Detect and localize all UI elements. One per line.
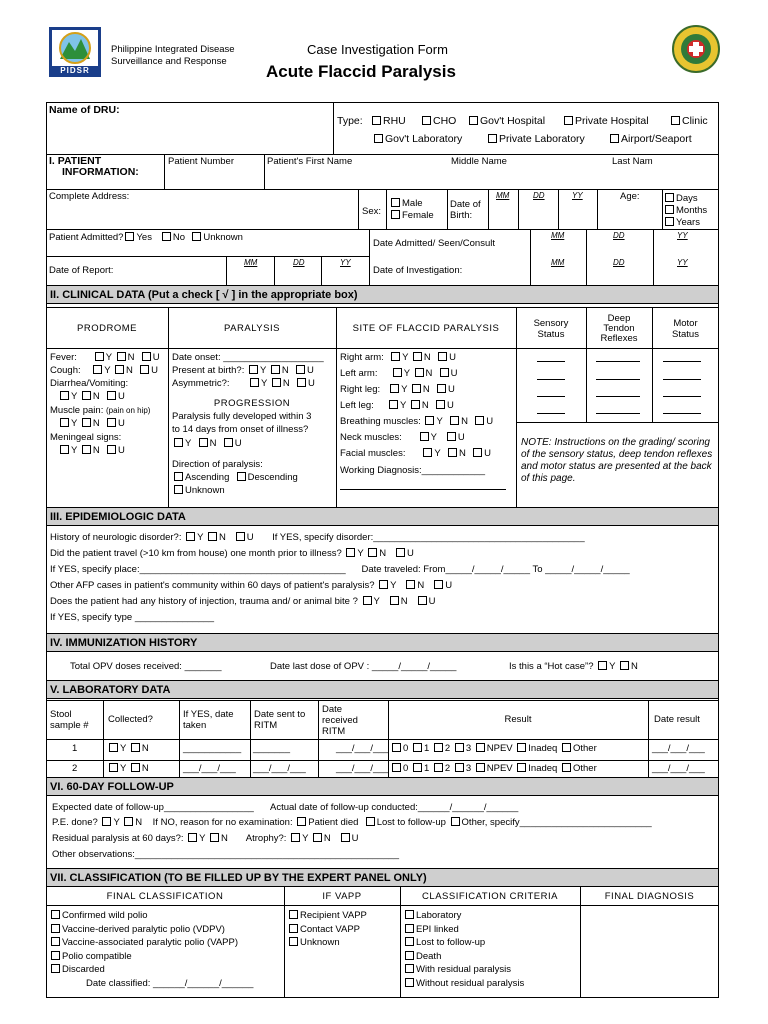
left-leg-row[interactable]: Left leg: Y N U <box>340 400 454 411</box>
paralysis-dev-options[interactable]: Y N U <box>172 438 242 449</box>
epi-afp-row[interactable]: Other AFP cases in patient's community within 60 days of patient's paralysis? Y N U <box>50 580 453 591</box>
pidsr-logo <box>49 27 101 77</box>
admitted-yes-checkbox[interactable] <box>125 232 134 241</box>
criteria-without-residual[interactable]: Without residual paralysis <box>403 978 524 989</box>
criteria-laboratory[interactable]: Laboratory <box>403 910 461 921</box>
lab-h-ifyes-2: taken <box>183 720 207 731</box>
direction-label: Direction of paralysis: <box>172 459 263 470</box>
col-prodrome: PRODROME <box>77 323 137 334</box>
col-sensory-2: Status <box>537 329 565 340</box>
first-name-label: Patient's First Name <box>267 156 353 167</box>
age-label: Age: <box>620 191 640 202</box>
lab-h-stool: Stool <box>50 709 72 720</box>
patient-number-label: Patient Number <box>168 156 235 167</box>
epi-type-row[interactable]: If YES, specify type _______________ <box>50 612 215 623</box>
criteria-lost[interactable]: Lost to follow-up <box>403 937 485 948</box>
admitted-no-checkbox[interactable] <box>162 232 171 241</box>
dru-type-label: Type: <box>337 115 363 127</box>
age-months-option[interactable]: Months <box>663 205 707 216</box>
clinical-section-header: II. CLINICAL DATA (Put a check [ √ ] in the appropriate box) <box>46 285 719 304</box>
lab-h-received-3: RITM <box>322 726 346 737</box>
patient-section-label: I. PATIENT <box>49 155 102 167</box>
date-onset[interactable]: Date onset: ___________________ <box>172 352 324 363</box>
admitted-unknown-checkbox[interactable] <box>192 232 201 241</box>
dob-mm: MM <box>496 191 510 200</box>
sex-male-option[interactable]: Male <box>389 198 423 209</box>
col-motor: Motor <box>673 318 698 329</box>
vapp-unknown[interactable]: Unknown <box>287 937 340 948</box>
dru-name-label: Name of DRU: <box>49 104 120 116</box>
paralysis-dev-line1: Paralysis fully developed within 3 <box>172 411 312 422</box>
lab-row-2[interactable]: 2 Y N ___/___/___ ___/___/___ ___/___/___ 0 1 2 3 NPEV Inadeq Other ___/___/___ <box>72 763 705 774</box>
followup-section-header: VI. 60-DAY FOLLOW-UP <box>46 777 719 796</box>
doh-seal-icon <box>672 25 720 73</box>
followup-residual-row[interactable]: Residual paralysis at 60 days?: Y N Atrophy?: Y N U <box>52 833 359 844</box>
dob-yy: YY <box>572 191 583 200</box>
muscle-pain-options[interactable]: Y N U <box>58 418 125 429</box>
col-dtr-3: Reflexes <box>600 333 638 344</box>
lab-row-1[interactable]: 1 Y N ___________ _______ ___/___/___ 0 1 2 3 NPEV Inadeq Other ___/___/___ <box>72 743 705 754</box>
doh-seal <box>672 25 720 73</box>
progression-label: PROGRESSION <box>213 398 291 409</box>
lab-h-result: Result <box>504 714 532 725</box>
col-paralysis: PARALYSIS <box>224 323 280 334</box>
class-h-vapp: IF VAPP <box>322 891 362 902</box>
date-investigation-label: Date of Investigation: <box>373 265 463 276</box>
working-diagnosis[interactable]: Working Diagnosis:____________ <box>340 465 486 476</box>
asymmetric-row[interactable]: Asymmetric?: Y N U <box>172 378 315 389</box>
invest-yy: YY <box>677 258 688 267</box>
epi-section-header: III. EPIDEMIOLOGIC DATA <box>46 507 719 526</box>
form-title: Case Investigation Form <box>307 42 448 57</box>
dru-type-rhu[interactable]: RHU <box>370 116 406 127</box>
dru-type-airport[interactable]: Airport/Seaport <box>608 134 692 145</box>
final-vapp[interactable]: Vaccine-associated paralytic polio (VAPP) <box>49 937 238 948</box>
followup-actual[interactable]: Actual date of follow-up conducted:______/______/______ <box>270 802 519 813</box>
lab-h-received-2: received <box>322 715 358 726</box>
report-yy: YY <box>340 258 351 267</box>
opv-last-dose[interactable]: Date last dose of OPV : _____/_____/_____ <box>270 661 457 672</box>
criteria-death[interactable]: Death <box>403 951 441 962</box>
date-admitted-label: Date Admitted/ Seen/Consult <box>373 238 495 249</box>
dob-label: Date of <box>450 199 481 210</box>
lab-h-received: Date <box>322 704 343 715</box>
admit-dd: DD <box>613 231 625 240</box>
vapp-recipient[interactable]: Recipient VAPP <box>287 910 367 921</box>
classification-section-header: VII. CLASSIFICATION (TO BE FILLED UP BY THE EXPERT PANEL ONLY) <box>46 868 719 887</box>
vapp-contact[interactable]: Contact VAPP <box>287 924 360 935</box>
age-years-option[interactable]: Years <box>663 217 700 228</box>
cough-row[interactable]: Cough: Y N U <box>50 365 159 376</box>
criteria-with-residual[interactable]: With residual paralysis <box>403 964 511 975</box>
report-dd: DD <box>293 258 305 267</box>
diarrhea-label: Diarrhea/Vomiting: <box>50 378 129 389</box>
direction-unknown[interactable]: Unknown <box>172 485 225 496</box>
meningeal-label: Meningeal signs: <box>50 432 122 443</box>
lab-h-sent-2: RITM <box>254 720 278 731</box>
dru-type-private-hospital[interactable]: Private Hospital <box>562 116 649 127</box>
class-h-criteria: CLASSIFICATION CRITERIA <box>422 891 558 902</box>
lab-h-date-result: Date result <box>654 714 700 725</box>
date-report-label: Date of Report: <box>49 265 114 276</box>
neck-row[interactable]: Neck muscles: Y U <box>340 432 465 443</box>
hot-case-row[interactable]: Is this a “Hot case”? Y N <box>509 661 638 672</box>
present-birth-row[interactable]: Present at birth?: Y N U <box>172 365 314 376</box>
org-line-1: Philippine Integrated Disease <box>111 44 235 55</box>
dru-type-cho[interactable]: CHO <box>420 116 456 127</box>
right-leg-row[interactable]: Right leg: Y N U <box>340 384 455 395</box>
direction-options[interactable]: Ascending Descending <box>172 472 298 483</box>
muscle-pain-label: Muscle pain: (pain on hip) <box>50 405 151 416</box>
lab-section-header: V. LABORATORY DATA <box>46 680 719 699</box>
col-sensory: Sensory <box>533 318 569 329</box>
lab-h-stool-2: sample # <box>50 720 89 731</box>
disease-title: Acute Flaccid Paralysis <box>266 62 456 81</box>
lab-h-ifyes: If YES, date <box>183 709 234 720</box>
followup-expected[interactable]: Expected date of follow-up_________________ <box>52 802 254 813</box>
col-dtr-2: Tendon <box>603 323 635 334</box>
class-h-final: FINAL CLASSIFICATION <box>106 891 224 902</box>
report-mm: MM <box>244 258 258 267</box>
breathing-row[interactable]: Breathing muscles: Y N U <box>340 416 494 427</box>
epi-place-row[interactable]: If YES, specify place:_______________________________________ Date traveled: From_____/_____/_____ To _____/_____/_____ <box>50 564 630 575</box>
dob-label-2: Birth: <box>450 210 473 221</box>
patient-admitted-label: Patient Admitted? Yes No Unknown <box>49 232 243 243</box>
diarrhea-options[interactable]: Y N U <box>58 391 125 402</box>
sex-label: Sex: <box>362 206 382 217</box>
age-days-option[interactable]: Days <box>663 193 698 204</box>
final-confirmed-wild[interactable]: Confirmed wild polio <box>49 910 148 921</box>
final-vdpv[interactable]: Vaccine-derived paralytic polio (VDPV) <box>49 924 225 935</box>
lab-h-collected: Collected? <box>108 714 153 725</box>
date-classified[interactable]: Date classified: ______/______/______ <box>86 978 254 989</box>
patient-section-label-2: INFORMATION: <box>62 166 139 178</box>
grading-note: NOTE: Instructions on the grading/ scoring of the sensory status, deep tendon reflexes and motor status are presented at the back of this page. <box>521 437 713 484</box>
lab-h-sent: Date sent to <box>254 709 306 720</box>
dob-dd: DD <box>533 191 545 200</box>
epi-travel-row[interactable]: Did the patient travel (>10 km from house) one month prior to illness? Y N U <box>50 548 414 559</box>
admit-yy: YY <box>677 231 688 240</box>
opv-doses[interactable]: Total OPV doses received: _______ <box>70 661 222 672</box>
meningeal-options[interactable]: Y N U <box>58 445 125 456</box>
dru-type-private-lab[interactable]: Private Laboratory <box>486 134 585 145</box>
col-dtr: Deep <box>607 313 631 324</box>
facial-row[interactable]: Facial muscles: Y N U <box>340 448 491 459</box>
invest-dd: DD <box>613 258 625 267</box>
followup-pe-row[interactable]: P.E. done? Y N If NO, reason for no examination: Patient died Lost to follow-up Other, specify_________________________ <box>52 817 652 828</box>
admit-mm: MM <box>551 231 565 240</box>
address-label: Complete Address: <box>49 191 130 202</box>
org-line-2: Surveillance and Response <box>111 56 227 67</box>
followup-observations[interactable]: Other observations:__________________________________________________ <box>52 849 400 860</box>
middle-name-label: Middle Name <box>451 156 507 167</box>
dru-type-gov-lab[interactable]: Gov't Laboratory <box>372 134 462 145</box>
col-motor-2: Status <box>672 329 699 340</box>
invest-mm: MM <box>551 258 565 267</box>
last-name-label: Last Nam <box>612 156 653 167</box>
left-arm-row[interactable]: Left arm: Y N U <box>340 368 458 379</box>
logo-text: PIDSR <box>60 66 90 75</box>
fever-row[interactable]: Fever: Y N U <box>50 352 160 363</box>
criteria-epi-linked[interactable]: EPI linked <box>403 924 459 935</box>
paralysis-dev-line2: to 14 days from onset of illness? <box>172 424 309 435</box>
dru-type-gov-hospital[interactable]: Gov't Hospital <box>467 116 545 127</box>
right-arm-row[interactable]: Right arm: Y N U <box>340 352 456 363</box>
epi-neuro-row[interactable]: History of neurologic disorder?: Y N U If YES, specify disorder:________________________________________ <box>50 532 585 543</box>
immunization-section-header: IV. IMMUNIZATION HISTORY <box>46 633 719 652</box>
final-discarded[interactable]: Discarded <box>49 964 105 975</box>
final-compatible[interactable]: Polio compatible <box>49 951 132 962</box>
sex-female-option[interactable]: Female <box>389 210 434 221</box>
epi-injection-row[interactable]: Does the patient had any history of injection, trauma and/ or animal bite ? Y N U <box>50 596 436 607</box>
col-site: SITE OF FLACCID PARALYSIS <box>352 323 500 334</box>
class-h-diagnosis: FINAL DIAGNOSIS <box>604 891 695 902</box>
dru-type-clinic[interactable]: Clinic <box>669 116 708 127</box>
